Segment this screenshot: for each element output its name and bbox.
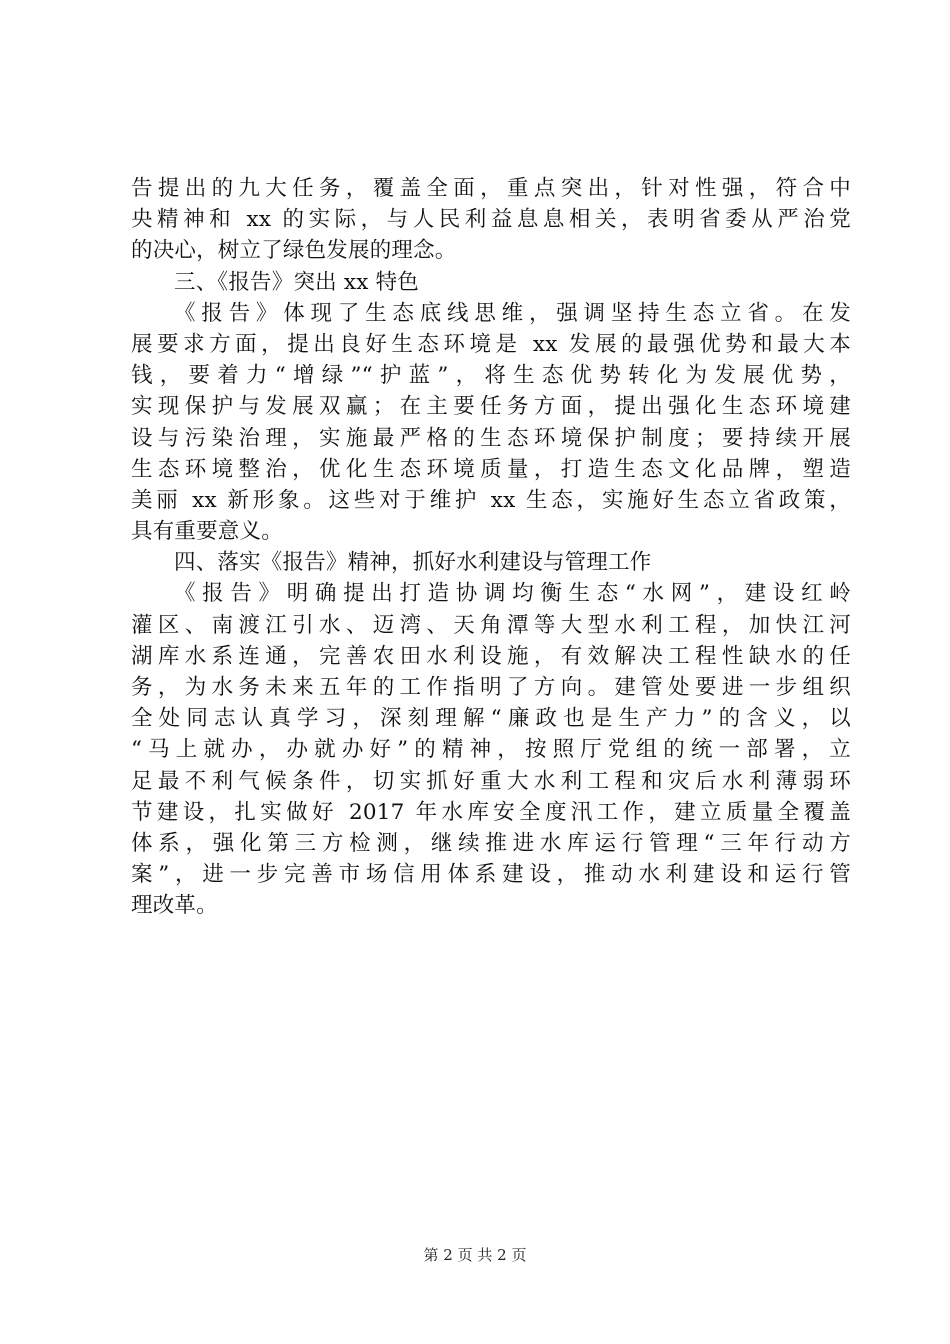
body-line: 实现保护与发展双赢；在主要任务方面，提出强化生态环境建 bbox=[131, 394, 851, 420]
body-line: 展要求方面，提出良好生态环境是 xx 发展的最强优势和最大本 bbox=[131, 331, 851, 357]
body-line: 《报告》明确提出打造协调均衡生态“水网”，建设红岭 bbox=[174, 581, 851, 607]
body-line: 生态环境整治，优化生态环境质量，打造生态文化品牌，塑造 bbox=[131, 456, 851, 482]
body-line: 告提出的九大任务，覆盖全面，重点突出，针对性强，符合中 bbox=[131, 176, 851, 201]
body-line: 湖库水系连通，完善农田水利设施，有效解决工程性缺水的任 bbox=[131, 643, 851, 669]
body-line: 节建设，扎实做好 2017 年水库安全度汛工作，建立质量全覆盖 bbox=[131, 799, 851, 825]
body-line: 全处同志认真学习，深刻理解“廉政也是生产力”的含义，以 bbox=[131, 706, 851, 732]
body-line: 具有重要意义。 bbox=[131, 519, 283, 545]
page-number-footer: 第 2 页 共 2 页 bbox=[423, 1246, 527, 1264]
section-heading: 三、《报告》突出 xx 特色 bbox=[174, 269, 419, 295]
body-line: 央精神和 xx 的实际，与人民利益息息相关，表明省委从严治党 bbox=[131, 207, 851, 233]
body-line: 《报告》体现了生态底线思维，强调坚持生态立省。在发 bbox=[174, 300, 851, 326]
body-line: 设与污染治理，实施最严格的生态环境保护制度；要持续开展 bbox=[131, 425, 851, 451]
body-line: 体系，强化第三方检测，继续推进水库运行管理“三年行动方 bbox=[131, 830, 851, 856]
body-line: 足最不利气候条件，切实抓好重大水利工程和灾后水利薄弱环 bbox=[131, 768, 851, 794]
body-line: “马上就办，办就办好”的精神，按照厅党组的统一部署，立 bbox=[131, 737, 851, 763]
body-line: 美丽 xx 新形象。这些对于维护 xx 生态，实施好生态立省政策， bbox=[131, 487, 851, 513]
body-line: 案”，进一步完善市场信用体系建设，推动水利建设和运行管 bbox=[131, 862, 851, 888]
body-line: 灌区、南渡江引水、迈湾、天角潭等大型水利工程，加快江河 bbox=[131, 612, 851, 638]
section-heading: 四、落实《报告》精神，抓好水利建设与管理工作 bbox=[174, 550, 652, 576]
body-line: 钱，要着力“增绿”“护蓝”，将生态优势转化为发展优势， bbox=[131, 363, 851, 389]
body-line: 务，为水务未来五年的工作指明了方向。建管处要进一步组织 bbox=[131, 675, 851, 700]
body-line: 理改革。 bbox=[131, 893, 218, 919]
document-body bbox=[131, 173, 851, 922]
body-line: 的决心，树立了绿色发展的理念。 bbox=[131, 238, 457, 264]
